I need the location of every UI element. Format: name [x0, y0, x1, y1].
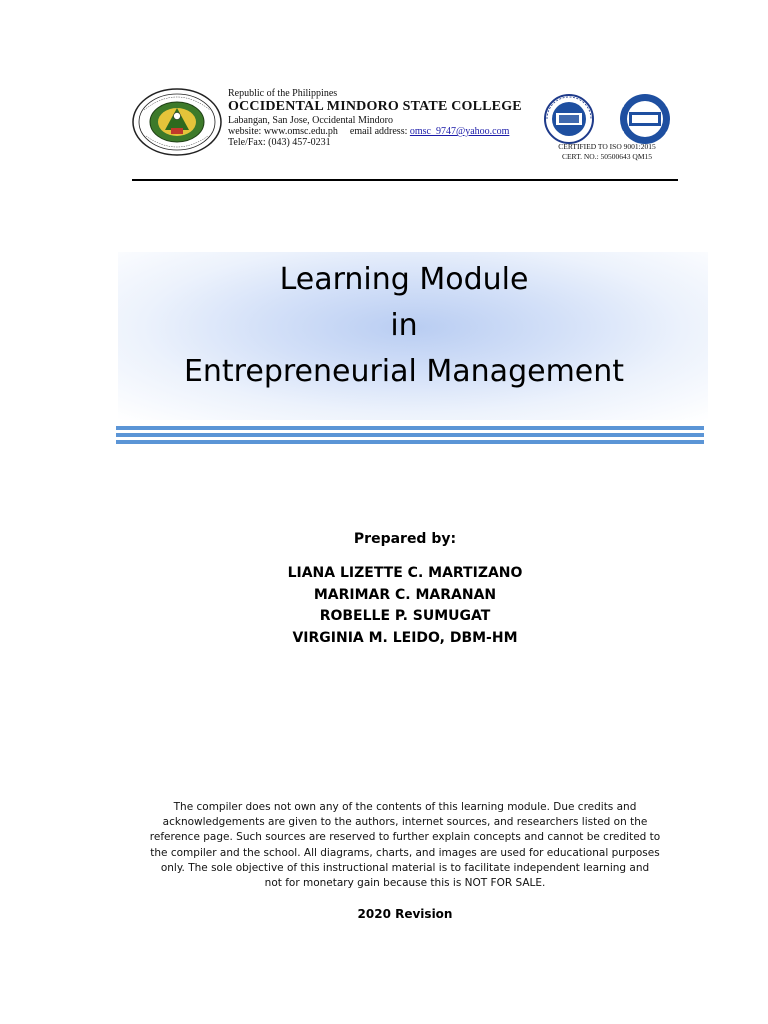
stripe — [116, 433, 704, 437]
author-name: VIRGINIA M. LEIDO, DBM-HM — [292, 629, 518, 646]
header-divider — [132, 179, 678, 181]
author-name: ROBELLE P. SUMUGAT — [319, 608, 491, 624]
email-link[interactable]: omsc_9747@yahoo.com — [409, 126, 510, 137]
stripe — [116, 440, 704, 444]
disclaimer-line: The compiler does not own any of the contents of this learning module. Due credits and — [173, 801, 637, 813]
disclaimer-line: reference page. Such sources are reserved to further explain concepts and cannot be credited to — [149, 831, 661, 844]
title-line-1: Learning Module — [279, 262, 529, 297]
college-address: Labangan, San Jose, Occidental Mindoro — [228, 115, 393, 126]
disclaimer-line: only. The sole objective of this instructional material is to facilitate independent learning and — [160, 861, 650, 874]
dqs-certification-logo-icon — [545, 95, 593, 143]
email-label: email address: — [349, 126, 408, 137]
college-letterhead — [228, 88, 522, 148]
disclaimer-line: acknowledgements are given to the authors, internet sources, and researchers listed on the — [162, 816, 648, 829]
disclaimer-line: not for monetary gain because this is NOT FOR SALE. — [264, 877, 546, 890]
author-list — [0, 563, 768, 649]
iqnet-certification-logo-icon — [620, 93, 670, 145]
prepared-by-label: Prepared by: — [353, 531, 457, 547]
cert-number-line: CERT. NO.: 50500643 QM15 — [561, 151, 653, 161]
disclaimer-paragraph — [140, 800, 670, 891]
college-seal-icon — [132, 88, 222, 156]
author-name: MARIMAR C. MARANAN — [313, 586, 497, 603]
telefax-line: Tele/Fax: (043) 457-0231 — [228, 137, 331, 148]
certification-logos — [543, 93, 679, 145]
revision-label: 2020 Revision — [357, 907, 453, 921]
republic-line: Republic of the Philippines — [228, 88, 338, 99]
module-title — [118, 257, 690, 395]
stripe — [116, 426, 704, 430]
disclaimer-line: the compiler and the school. All diagrams, charts, and images are used for educational purposes — [150, 846, 660, 859]
certification-text — [543, 142, 671, 161]
title-line-3: Entrepreneurial Management — [183, 354, 625, 389]
author-name: LIANA LIZETTE C. MARTIZANO — [287, 565, 523, 581]
college-name: OCCIDENTAL MINDORO STATE COLLEGE — [228, 99, 522, 114]
title-line-2: in — [390, 308, 418, 343]
cert-iso-line: CERTIFIED TO ISO 9001:2015 — [558, 142, 656, 151]
title-stripes-divider — [116, 426, 704, 447]
contact-line — [228, 126, 522, 137]
website-label: website: www.omsc.edu.ph — [228, 126, 338, 137]
